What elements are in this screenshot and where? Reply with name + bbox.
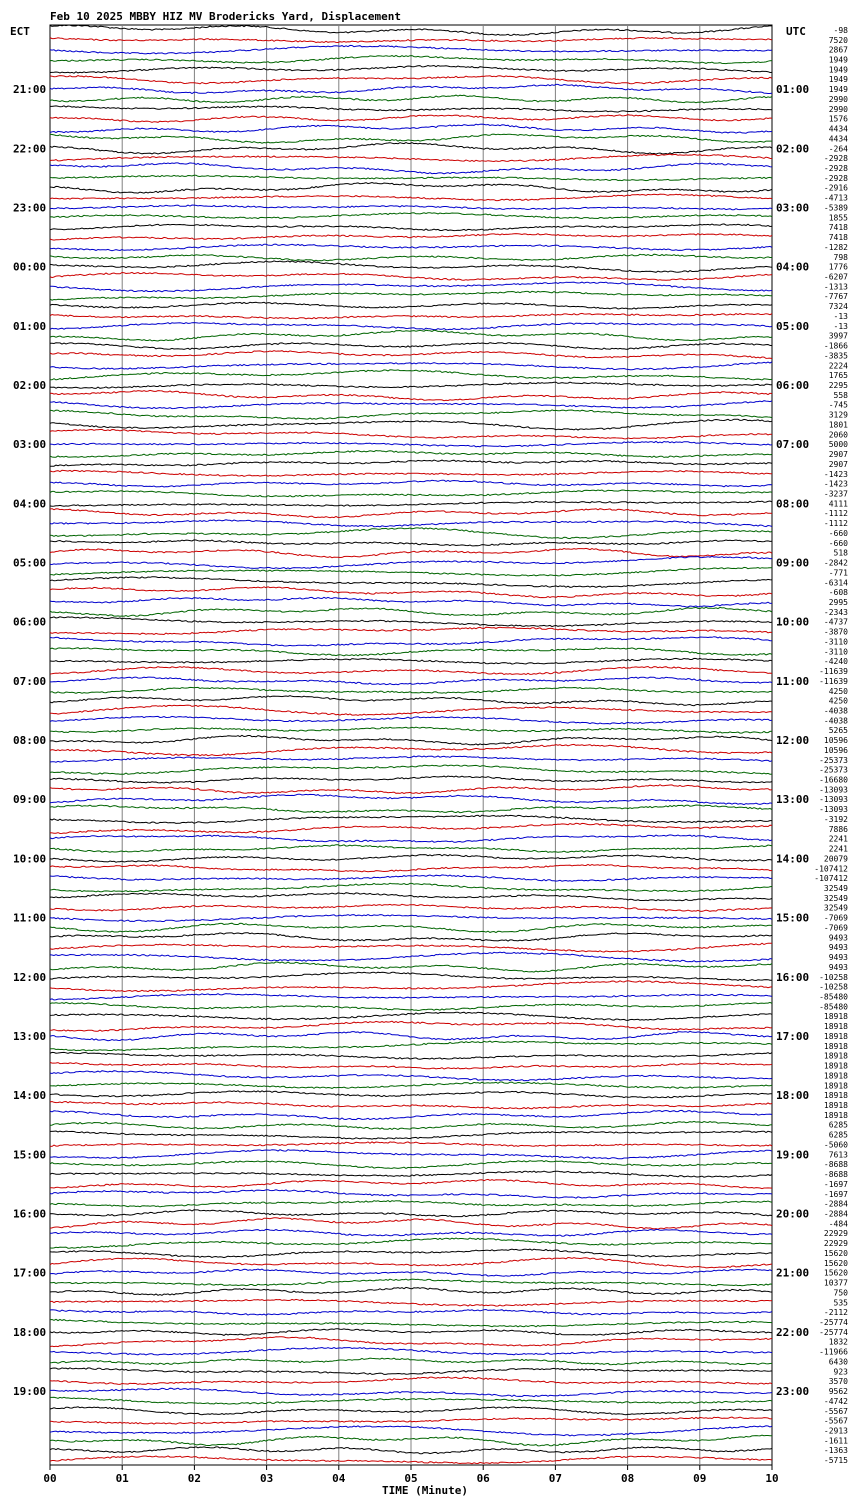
trace-offset-label: -4038 [823, 716, 848, 726]
trace-offset-label: 3570 [828, 1377, 848, 1387]
trace-offset-label: -1423 [823, 479, 848, 489]
trace-offset-label: 1801 [828, 420, 848, 430]
right-hour-label: 13:00 [776, 793, 810, 807]
trace-offset-label: 1576 [828, 114, 848, 124]
right-hour-label: 09:00 [776, 556, 810, 570]
trace-offset-label: -1697 [823, 1189, 848, 1199]
trace-offset-label: 10596 [823, 745, 848, 755]
trace-offset-label: -5389 [823, 203, 848, 213]
trace-offset-label: 1765 [828, 371, 848, 381]
trace-offset-label: 2241 [828, 834, 848, 844]
trace-offset-label: 9493 [828, 953, 848, 963]
trace-offset-label: 18918 [823, 1041, 848, 1051]
trace-offset-label: -4742 [823, 1396, 848, 1406]
trace-offset-label: -3237 [823, 489, 848, 499]
right-hour-label: 05:00 [776, 319, 810, 333]
x-tick-label: 10 [765, 1472, 779, 1485]
trace-offset-label: 2995 [828, 597, 848, 607]
left-hour-label: 03:00 [13, 438, 47, 452]
right-hour-label: 12:00 [776, 734, 810, 748]
trace-offset-label: -2928 [823, 154, 848, 164]
trace-offset-label: 2907 [828, 459, 848, 469]
right-hour-label: 20:00 [776, 1207, 810, 1221]
trace-offset-label: -11639 [819, 667, 848, 677]
trace-offset-label: -6207 [823, 272, 848, 282]
trace-offset-label: 4111 [828, 499, 848, 509]
trace-offset-label: 1949 [828, 55, 848, 65]
trace-offset-label: 7324 [828, 302, 848, 312]
trace-offset-label: -85480 [819, 1002, 848, 1012]
trace-offset-label: 3997 [828, 331, 848, 341]
trace-offset-label: -1697 [823, 1179, 848, 1189]
trace-offset-label: -10258 [819, 972, 848, 982]
left-hour-label: 16:00 [13, 1207, 47, 1221]
right-hour-label: 10:00 [776, 615, 810, 629]
trace-offset-label: 18918 [823, 1051, 848, 1061]
trace-offset-label: -1866 [823, 341, 848, 351]
left-hour-label: 08:00 [13, 734, 47, 748]
trace-offset-label: 15620 [823, 1258, 848, 1268]
x-axis-label: TIME (Minute) [381, 1484, 469, 1497]
trace-offset-label: -11966 [819, 1347, 848, 1357]
trace-offset-label: -6314 [823, 578, 848, 588]
trace-offset-label: 20079 [823, 854, 848, 864]
left-hour-label: 21:00 [13, 83, 47, 97]
trace-offset-label: -4737 [823, 617, 848, 627]
trace-offset-label: -264 [828, 144, 848, 154]
trace-offset-label: 1776 [828, 262, 848, 272]
trace-offset-label: 2990 [828, 104, 848, 114]
trace-offset-label: 18918 [823, 1061, 848, 1071]
trace-offset-label: -5715 [823, 1456, 848, 1466]
x-tick-label: 03 [259, 1472, 274, 1485]
trace-offset-label: -13 [833, 321, 848, 331]
trace-offset-label: 2907 [828, 450, 848, 460]
trace-offset-label: -7767 [823, 292, 848, 302]
trace-offset-label: -4038 [823, 706, 848, 716]
trace-offset-label: -608 [828, 588, 848, 598]
trace-offset-label: 750 [833, 1288, 848, 1298]
trace-offset-label: 7418 [828, 233, 848, 243]
right-hour-label: 16:00 [776, 970, 810, 984]
trace-offset-label: 22929 [823, 1239, 848, 1249]
trace-offset-label: -5567 [823, 1416, 848, 1426]
right-hour-label: 04:00 [776, 260, 810, 274]
trace-offset-label: 9493 [828, 943, 848, 953]
trace-offset-label: -3110 [823, 647, 848, 657]
trace-offset-label: 10596 [823, 736, 848, 746]
trace-offset-label: -25774 [819, 1327, 848, 1337]
trace-offset-label: 32549 [823, 903, 848, 913]
left-hour-label: 06:00 [13, 615, 47, 629]
x-tick-label: 06 [476, 1472, 490, 1485]
right-hour-label: 23:00 [776, 1385, 810, 1399]
trace-offset-label: 18918 [823, 1012, 848, 1022]
trace-offset-label: 6285 [828, 1130, 848, 1140]
trace-offset-label: -7069 [823, 913, 848, 923]
x-tick-label: 02 [187, 1472, 202, 1485]
trace-offset-label: 32549 [823, 884, 848, 894]
left-hour-label: 09:00 [13, 793, 47, 807]
trace-offset-label: 1949 [828, 65, 848, 75]
trace-offset-label: 2295 [828, 381, 848, 390]
trace-offset-label: -2928 [823, 164, 848, 174]
trace-offset-label: -5060 [823, 1140, 848, 1150]
trace-offset-label: -2884 [823, 1199, 848, 1209]
trace-offset-label: 4250 [828, 686, 848, 696]
trace-offset-label: -3835 [823, 351, 848, 361]
left-hour-label: 22:00 [13, 142, 47, 156]
right-hour-label: 18:00 [776, 1089, 810, 1103]
trace-offset-label: -2112 [823, 1308, 848, 1318]
trace-offset-label: 15620 [823, 1248, 848, 1258]
left-hour-label: 01:00 [13, 319, 47, 333]
x-tick-label: 01 [115, 1472, 129, 1485]
trace-offset-label: -107412 [814, 874, 848, 884]
trace-offset-label: 3129 [828, 410, 848, 420]
x-tick-label: 05 [404, 1472, 418, 1485]
trace-offset-label: 5265 [828, 726, 848, 736]
trace-offset-label: -13093 [819, 795, 848, 805]
trace-offset-label: 7418 [828, 223, 848, 233]
left-hour-label: 04:00 [13, 497, 47, 511]
right-hour-label: 14:00 [776, 852, 810, 866]
grid-lines [122, 25, 700, 1465]
trace-offset-label: 22929 [823, 1229, 848, 1239]
left-hour-label: 02:00 [13, 379, 47, 392]
trace-offset-label: 32549 [823, 893, 848, 903]
left-hour-label: 18:00 [13, 1325, 47, 1339]
trace-offset-label: 2867 [828, 45, 848, 55]
trace-offset-label: -3192 [823, 814, 848, 824]
left-hour-label: 10:00 [13, 852, 47, 866]
trace-offset-label: -7069 [823, 923, 848, 933]
left-axis-label: ECT [10, 25, 30, 38]
trace-offset-label: 18918 [823, 1071, 848, 1081]
trace-offset-label: -3110 [823, 637, 848, 647]
trace-offset-label: 2990 [828, 94, 848, 104]
trace-offset-label: -3870 [823, 627, 848, 637]
left-hour-label: 11:00 [13, 911, 47, 925]
trace-offset-label: 6430 [828, 1357, 848, 1367]
trace-offset-label: -98 [833, 25, 848, 35]
left-hour-label: 17:00 [13, 1266, 47, 1280]
right-hour-label: 06:00 [776, 379, 810, 392]
trace-offset-label: -1611 [823, 1436, 848, 1446]
trace-offset-label: 18918 [823, 1022, 848, 1032]
trace-offset-label: 2224 [828, 361, 848, 371]
right-hour-label: 21:00 [776, 1266, 810, 1280]
left-hour-label: 19:00 [13, 1385, 47, 1399]
trace-offset-label: 18918 [823, 1031, 848, 1041]
trace-offset-label: -10258 [819, 982, 848, 992]
trace-offset-label: 18918 [823, 1101, 848, 1110]
left-hour-label: 23:00 [13, 201, 47, 215]
x-tick-label: 08 [620, 1472, 635, 1485]
trace-offset-label: 1949 [828, 85, 848, 95]
trace-offset-label: 6285 [828, 1120, 848, 1130]
x-tick-label: 04 [332, 1472, 346, 1485]
x-tick-labels [43, 1465, 778, 1485]
trace-offset-label: -1423 [823, 469, 848, 479]
trace-offset-label: -1363 [823, 1446, 848, 1456]
trace-offset-label: -2916 [823, 183, 848, 193]
trace-offset-label: -660 [828, 538, 848, 548]
trace-offset-label: 518 [833, 548, 848, 558]
trace-offset-label: -8688 [823, 1160, 848, 1170]
trace-offset-label: -4240 [823, 657, 848, 667]
trace-offset-label: 18918 [823, 1081, 848, 1091]
trace-offset-label: 798 [833, 252, 848, 262]
left-hour-label: 12:00 [13, 970, 47, 984]
trace-offset-label: -4713 [823, 193, 848, 203]
trace-offset-label: 18918 [823, 1091, 848, 1101]
trace-offset-label: 7613 [828, 1150, 848, 1160]
trace-offset-label: -2842 [823, 558, 848, 568]
trace-offset-label: -1112 [823, 509, 848, 519]
trace-offset-label: -8688 [823, 1170, 848, 1180]
trace-offset-label: 10377 [823, 1278, 848, 1288]
left-hour-label: 07:00 [13, 674, 47, 688]
trace-offset-label: 9562 [828, 1387, 848, 1397]
x-tick-label: 09 [693, 1472, 707, 1485]
right-hour-label: 03:00 [776, 201, 810, 215]
trace-offset-label: 4250 [828, 696, 848, 706]
trace-offset-label: -13 [833, 311, 848, 321]
right-hour-label: 08:00 [776, 497, 810, 511]
trace-offset-label: -660 [828, 528, 848, 538]
trace-offset-label: -25373 [819, 755, 848, 765]
left-hour-label: 05:00 [13, 556, 47, 570]
right-axis-label: UTC [786, 25, 806, 38]
trace-offset-label: -771 [828, 568, 848, 578]
trace-offset-label: -13093 [819, 785, 848, 795]
trace-offset-label: -484 [828, 1219, 848, 1229]
trace-offset-label: -5567 [823, 1406, 848, 1416]
trace-offset-label: -745 [828, 400, 848, 410]
trace-offset-label: -2913 [823, 1426, 848, 1436]
right-hour-label: 01:00 [776, 83, 810, 97]
right-hour-label: 07:00 [776, 438, 810, 452]
chart-title: Feb 10 2025 MBBY HIZ MV Brodericks Yard, Displacement [50, 10, 401, 23]
trace-offset-label: 9493 [828, 933, 848, 943]
trace-offset-label: 1949 [828, 75, 848, 85]
trace-offset-label: -85480 [819, 992, 848, 1002]
right-hour-label: 22:00 [776, 1325, 810, 1339]
trace-offset-label: 1832 [828, 1337, 848, 1347]
trace-offset-label: 18918 [823, 1110, 848, 1120]
trace-offset-label: 1855 [828, 213, 848, 223]
right-hour-labels [776, 83, 809, 1398]
trace-offset-labels [814, 26, 848, 1465]
x-tick-label: 00 [43, 1472, 57, 1485]
trace-offset-label: -13093 [819, 805, 848, 815]
trace-offset-label: 5000 [828, 440, 848, 450]
trace-offset-label: 558 [833, 390, 848, 400]
trace-offset-label: -16680 [819, 775, 848, 785]
trace-offset-label: 15620 [823, 1268, 848, 1278]
trace-offset-label: 9493 [828, 962, 848, 972]
trace-offset-label: 923 [833, 1367, 848, 1377]
trace-offset-label: 2241 [828, 844, 848, 854]
right-hour-label: 11:00 [776, 674, 810, 688]
left-hour-label: 13:00 [13, 1029, 47, 1043]
trace-offset-label: 7886 [828, 824, 848, 834]
trace-offset-label: -25373 [819, 765, 848, 775]
right-hour-label: 19:00 [776, 1148, 810, 1162]
left-hour-labels [13, 83, 46, 1398]
trace-offset-label: -1112 [823, 519, 848, 529]
left-hour-label: 00:00 [13, 260, 47, 274]
x-tick-label: 07 [548, 1472, 563, 1485]
trace-offset-label: -107412 [814, 864, 848, 874]
trace-offset-label: 535 [833, 1298, 848, 1308]
right-hour-label: 02:00 [776, 142, 810, 156]
trace-offset-label: -2928 [823, 173, 848, 183]
trace-offset-label: 4434 [828, 134, 848, 144]
trace-offset-label: 7520 [828, 35, 848, 45]
trace-offset-label: -2884 [823, 1209, 848, 1219]
trace-offset-label: -1282 [823, 242, 848, 252]
right-hour-label: 17:00 [776, 1029, 810, 1043]
trace-offset-label: -25774 [819, 1317, 848, 1327]
trace-offset-label: -2343 [823, 607, 848, 617]
trace-offset-label: -11639 [819, 676, 848, 686]
trace-offset-label: 4434 [828, 124, 848, 134]
trace-offset-label: 2060 [828, 430, 848, 440]
right-hour-label: 15:00 [776, 911, 810, 925]
trace-offset-label: -1313 [823, 282, 848, 292]
left-hour-label: 14:00 [13, 1089, 47, 1103]
left-hour-label: 15:00 [13, 1148, 47, 1162]
